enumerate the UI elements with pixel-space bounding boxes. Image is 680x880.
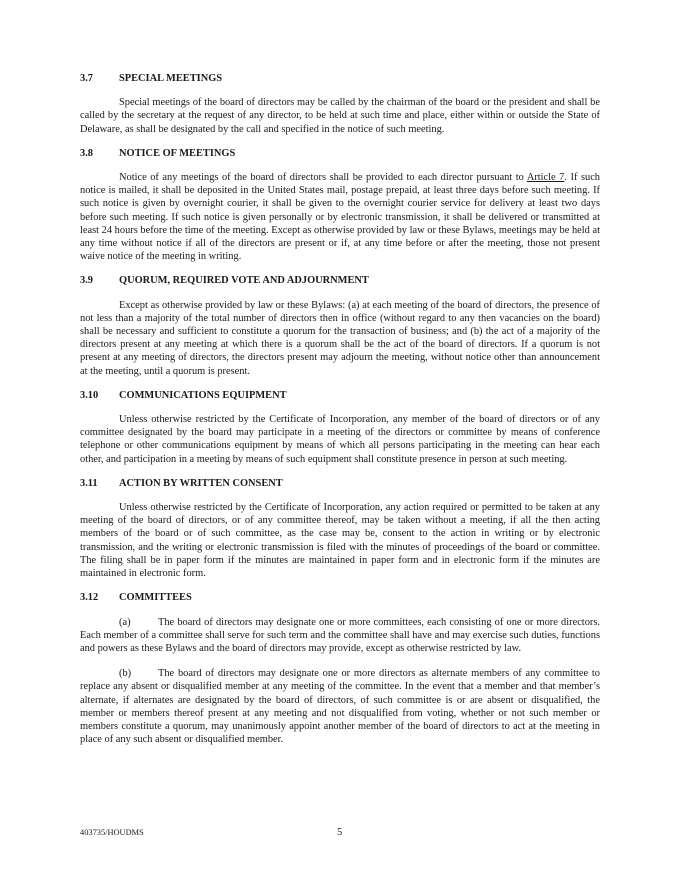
section-3-11 xyxy=(80,477,600,580)
document-page xyxy=(80,72,600,757)
section-title: QUORUM, REQUIRED VOTE AND ADJOURNMENT xyxy=(119,275,369,287)
section-number: 3.7 xyxy=(80,73,93,84)
document-code: 403735/HOUDMS xyxy=(80,828,144,837)
section-3-7 xyxy=(80,72,600,136)
paragraph: Unless otherwise restricted by the Certificate of Incorporation, any member of the board of directors or of any committee designated by the board may participate in a meeting of the directors or committee by means of conference telephone or other communications equipment by means of which all persons participating in the meeting can hear each other, and participation in a meeting by means of such equipment shall constitute presence in person at such meeting. xyxy=(80,414,600,465)
section-title: COMMITTEES xyxy=(119,592,192,604)
subparagraph-b xyxy=(80,667,600,746)
paragraph: Special meetings of the board of directors may be called by the chairman of the board or the president and shall be called by the secretary at the request of any director, to be held at such time and place, either within or outside the State of Delaware, as shall be designated by the call and specified in the notice of such meeting. xyxy=(80,97,600,135)
subparagraph-a xyxy=(80,616,600,656)
paragraph-text: Notice of any meetings of the board of directors shall be provided to each director pursuant to xyxy=(119,172,527,184)
section-number: 3.11 xyxy=(80,477,98,489)
section-heading xyxy=(80,72,600,85)
subparagraph-text: The board of directors may designate one or more committees, each consisting of one or more directors. Each member of a committee shall serve for such term and the committee shall have and may exercise such duties, functions and powers as these Bylaws and the board of directors may provide, except as otherwise restricted by law. xyxy=(80,616,600,654)
section-heading xyxy=(80,477,600,490)
section-3-8 xyxy=(80,147,600,264)
section-heading xyxy=(80,389,600,402)
section-title: COMMUNICATIONS EQUIPMENT xyxy=(119,389,287,401)
paragraph: Unless otherwise restricted by the Certificate of Incorporation, any action required or permitted to be taken at any meeting of the board of directors, or of any committee thereof, may be taken without a meeting, if all the then acting members of the board or of such committee, as the case may be, consent to the action in writing or by electronic transmission, and the writing or electronic transmission is filed with the minutes of proceedings of the board or committee. The filing shall be in paper form if the minutes are maintained in paper form and in electronic form if the minutes are maintained in electronic form. xyxy=(80,502,600,580)
article-7-link[interactable]: Article 7 xyxy=(526,172,565,184)
page-number: 5 xyxy=(337,827,343,838)
subparagraph-label: (b) xyxy=(119,668,132,680)
section-title: SPECIAL MEETINGS xyxy=(119,73,223,84)
section-number: 3.12 xyxy=(80,592,99,604)
section-3-10 xyxy=(80,389,600,466)
section-title: ACTION BY WRITTEN CONSENT xyxy=(119,477,283,489)
section-heading xyxy=(80,147,600,160)
section-number: 3.9 xyxy=(80,275,93,287)
section-heading xyxy=(80,591,600,604)
section-3-12 xyxy=(80,591,600,746)
subparagraph-label: (a) xyxy=(119,616,131,628)
section-heading xyxy=(80,274,600,287)
section-title: NOTICE OF MEETINGS xyxy=(119,147,236,159)
paragraph xyxy=(80,171,600,263)
section-3-9 xyxy=(80,274,600,377)
paragraph: Except as otherwise provided by law or these Bylaws: (a) at each meeting of the board of directors, the presence of not less than a majority of the total number of directors then in office (without regard to any then vacancies on the board) shall be necessary and sufficient to constitute a quorum for the transaction of business; and (b) the act of a majority of the directors present at any meeting at which there is a quorum shall be the act of the board of directors. If a quorum is not present at any meeting of directors, the directors present may adjourn the meeting, without notice other than announcement at the meeting, until a quorum is present. xyxy=(80,299,600,377)
subparagraph-text: The board of directors may designate one or more directors as alternate members of any committee to replace any absent or disqualified member at any meeting of the committee. In the event that a member and that member’s alternate, if alternates are designated by the board of directors, of such committee is or are absent or disqualified, the member or members thereof present at any meeting and not disqualified from voting, whether or not such member or members constitute a quorum, may unanimously appoint another member of the board of directors to act at the meeting in place of any such absent or disqualified member. xyxy=(80,668,600,746)
section-number: 3.8 xyxy=(80,147,93,159)
section-number: 3.10 xyxy=(80,389,99,401)
paragraph-text: . If such notice is mailed, it shall be deposited in the United States mail, postage prepaid, at least three days before such meeting. If such notice is given by overnight courier, it shall be given to the overnight courier service for delivery at least two days before such meeting. If such notice is given personally or by electronic transmission, it shall be delivered or transmitted at least 24 hours before the time of the meeting. Except as otherwise provided by law or these Bylaws, meetings may be held at any time without notice if all of the directors are present or if, at any time before or after the meeting, those not present waive notice of the meeting in writing. xyxy=(80,172,600,263)
